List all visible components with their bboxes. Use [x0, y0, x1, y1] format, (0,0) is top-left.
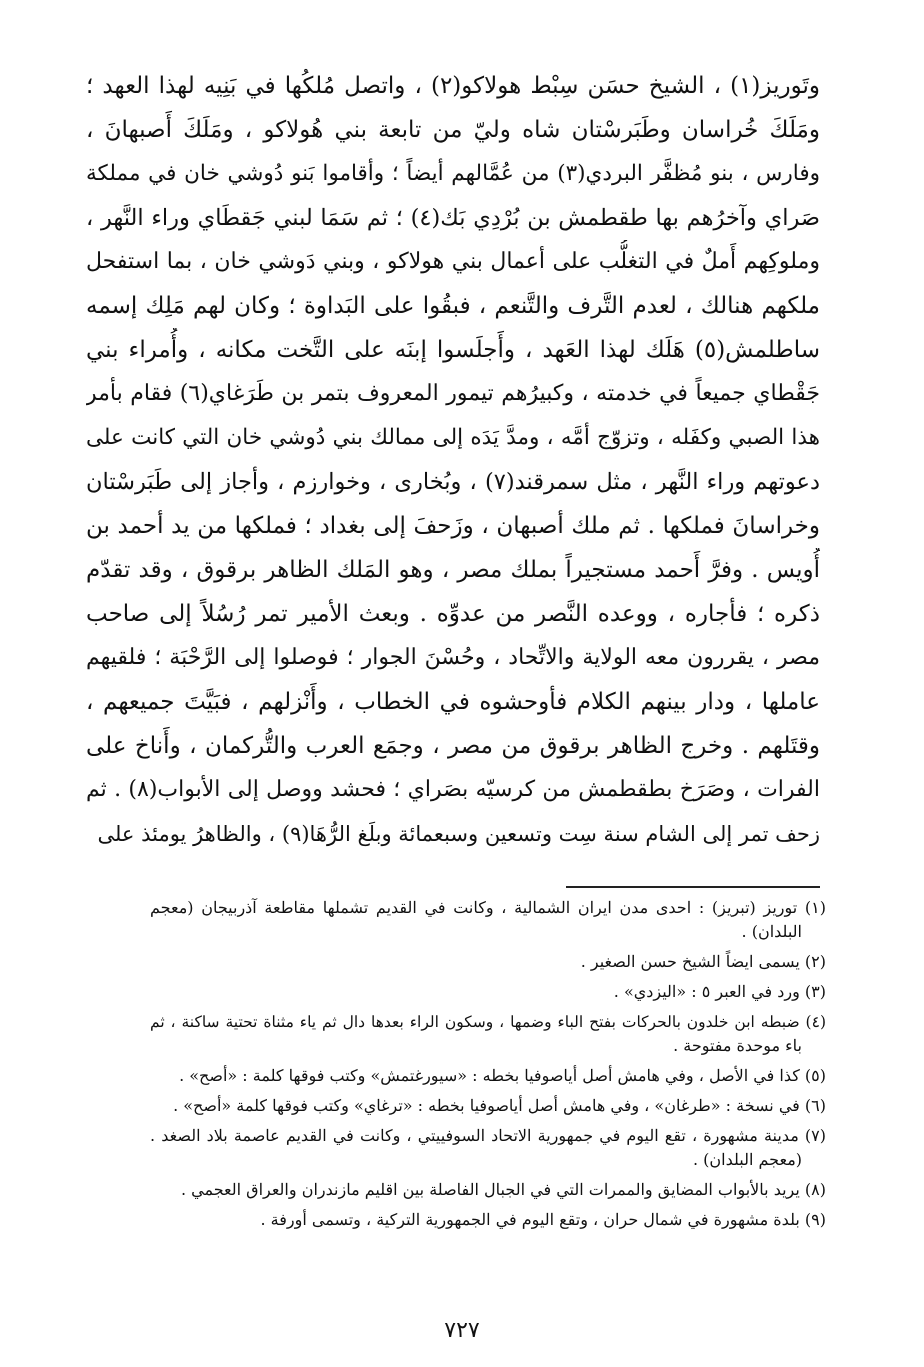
- body-line: ومَلَكَ خُراسان وطَبَرسْتان شاه وليّ من تابعة بني هُولاكو ، ومَلَكَ أَصبهانَ ،: [86, 117, 820, 143]
- footnote-3: (٣) ورد في العبر ٥ : «اليزدي» .: [613, 982, 826, 1001]
- footnote-9: (٩) بلدة مشهورة في شمال حران ، وتقع اليوم في الجمهورية التركية ، وتسمى أورفة .: [260, 1210, 826, 1229]
- footnote-separator: [566, 886, 820, 888]
- footnote-5: (٥) كذا في الأصل ، وفي هامش أصل أياصوفيا بخطه : «سيورغتمش» وكتب فوقها كلمة : «أصح» .: [179, 1066, 826, 1085]
- body-line: وخراسانَ فملكها . ثم ملك أصبهان ، وزَحفَ إلى بغداد ؛ فملكها من يد أحمد بن: [86, 513, 820, 539]
- body-line: ملكهم هنالك ، لعدم التَّرف والتَّنعم ، فبقُوا على البَداوة ؛ وكان لهم مَلِك إسمه: [86, 293, 820, 319]
- footnote-1-continuation: البلدان) .: [741, 922, 802, 941]
- body-line: وتَوريز(١) ، الشيخ حسَن سِبْط هولاكو(٢) ، واتصل مُلكُها في بَنِيه لهذا العهد ؛: [86, 73, 820, 99]
- footnote-4: (٤) ضبطه ابن خلدون بالحركات بفتح الباء وضمها ، وسكون الراء بعدها دال ثم ياء مثناة تحتية ساكنة ، ثم: [150, 1013, 826, 1031]
- body-line: وملوكِهم أَملٌ في التغلُّب على أعمال بني هولاكو ، وبني دَوشي خان ، بما استفحل: [86, 249, 820, 274]
- footnote-8: (٨) يريد بالأبواب المضايق والممرات التي في الجبال الفاصلة بين اقليم مازندران والعراق العجمي .: [180, 1180, 826, 1199]
- body-line: عاملها ، ودار بينهم الكلام فأوحشوه في الخطاب ، وأَنْزلهم ، فبَيَّتَ جميعهم ،: [86, 689, 820, 715]
- body-line: ذكره ؛ فأجاره ، ووعده النَّصر من عدوِّه . وبعث الأمير تمر رُسُلاً إلى صاحب: [86, 601, 820, 627]
- body-line: أُويس . وفرَّ أَحمد مستجيراً بملك مصر ، وهو المَلك الظاهر برقوق ، وقد تقدّم: [86, 557, 820, 583]
- page-number: ٧٢٧: [444, 1318, 480, 1343]
- body-line: هذا الصبي وكفَله ، وتزوّج أمَّه ، ومدَّ يَدَه إلى ممالك بني دُوشي خان التي كانت على: [86, 425, 820, 450]
- body-line: دعوتهم وراء النَّهر ، مثل سمرقند(٧) ، وبُخارى ، وخوارزم ، وأجاز إلى طَبَرسْتان: [86, 469, 820, 495]
- footnote-1: (١) توريز (تبريز) : احدى مدن ايران الشمالية ، وكانت في القديم تشملها مقاطعة آذربيجان (معجم: [150, 898, 826, 917]
- body-line: ساطلمش(٥) هَلَك لهذا العَهد ، وأَجلَسوا إبنَه على التَّخت مكانه ، وأُمراء بني: [86, 337, 820, 363]
- body-line: وقتَلهم . وخرج الظاهر برقوق من مصر ، وجمَع العرب والتُّركمان ، وأَناخ على: [86, 733, 820, 759]
- body-line: زحف تمر إلى الشام سنة سِت وتسعين وسبعمائة وبلَغ الرُّهَا(٩) ، والظاهرُ يومئذ على: [97, 822, 820, 846]
- main-text-block: [86, 64, 820, 856]
- body-line: الفرات ، وصَرَخ بطقطمش من كرسيّه بصَراي ؛ فحشد ووصل إلى الأبواب(٨) . ثم: [86, 777, 820, 802]
- footnote-2: (٢) يسمى ايضاً الشيخ حسن الصغير .: [580, 952, 826, 971]
- footnote-7-continuation: (معجم البلدان) .: [692, 1150, 802, 1169]
- body-line: جَقْطاي جميعاً في خدمته ، وكبيرُهم تيمور المعروف بتمر بن طَرَغاي(٦) فقام بأمر: [86, 381, 820, 406]
- footnote-7: (٧) مدينة مشهورة ، تقع اليوم في جمهورية الاتحاد السوفييتي ، وكانت في القديم عاصمة بلاد الصغد .: [150, 1126, 826, 1145]
- footnote-4-continuation: باء موحدة مفتوحة .: [673, 1036, 802, 1055]
- body-line: صَراي وآخرُهم بها طقطمش بن بُرْدِي بَك(٤) ؛ ثم سَمَا لبني جَقطَاي وراء النَّهر ،: [86, 205, 820, 231]
- body-line: وفارس ، بنو مُظفَّر البردي(٣) من عُمَّالهم أيضاً ؛ وأقاموا بَنو دُوشي خان في مملكة: [86, 161, 820, 186]
- body-line: مصر ، يقررون معه الولاية والاتِّحاد ، وحُسْنَ الجوار ؛ فوصلوا إلى الرَّحْبَة ؛ فلقيهم: [86, 645, 820, 670]
- footnote-6: (٦) في نسخة : «طرغان» ، وفي هامش أصل أياصوفيا بخطه : «ترغاي» وكتب فوقها كلمة «أصح» .: [173, 1096, 826, 1115]
- footnotes-block: [150, 896, 826, 1232]
